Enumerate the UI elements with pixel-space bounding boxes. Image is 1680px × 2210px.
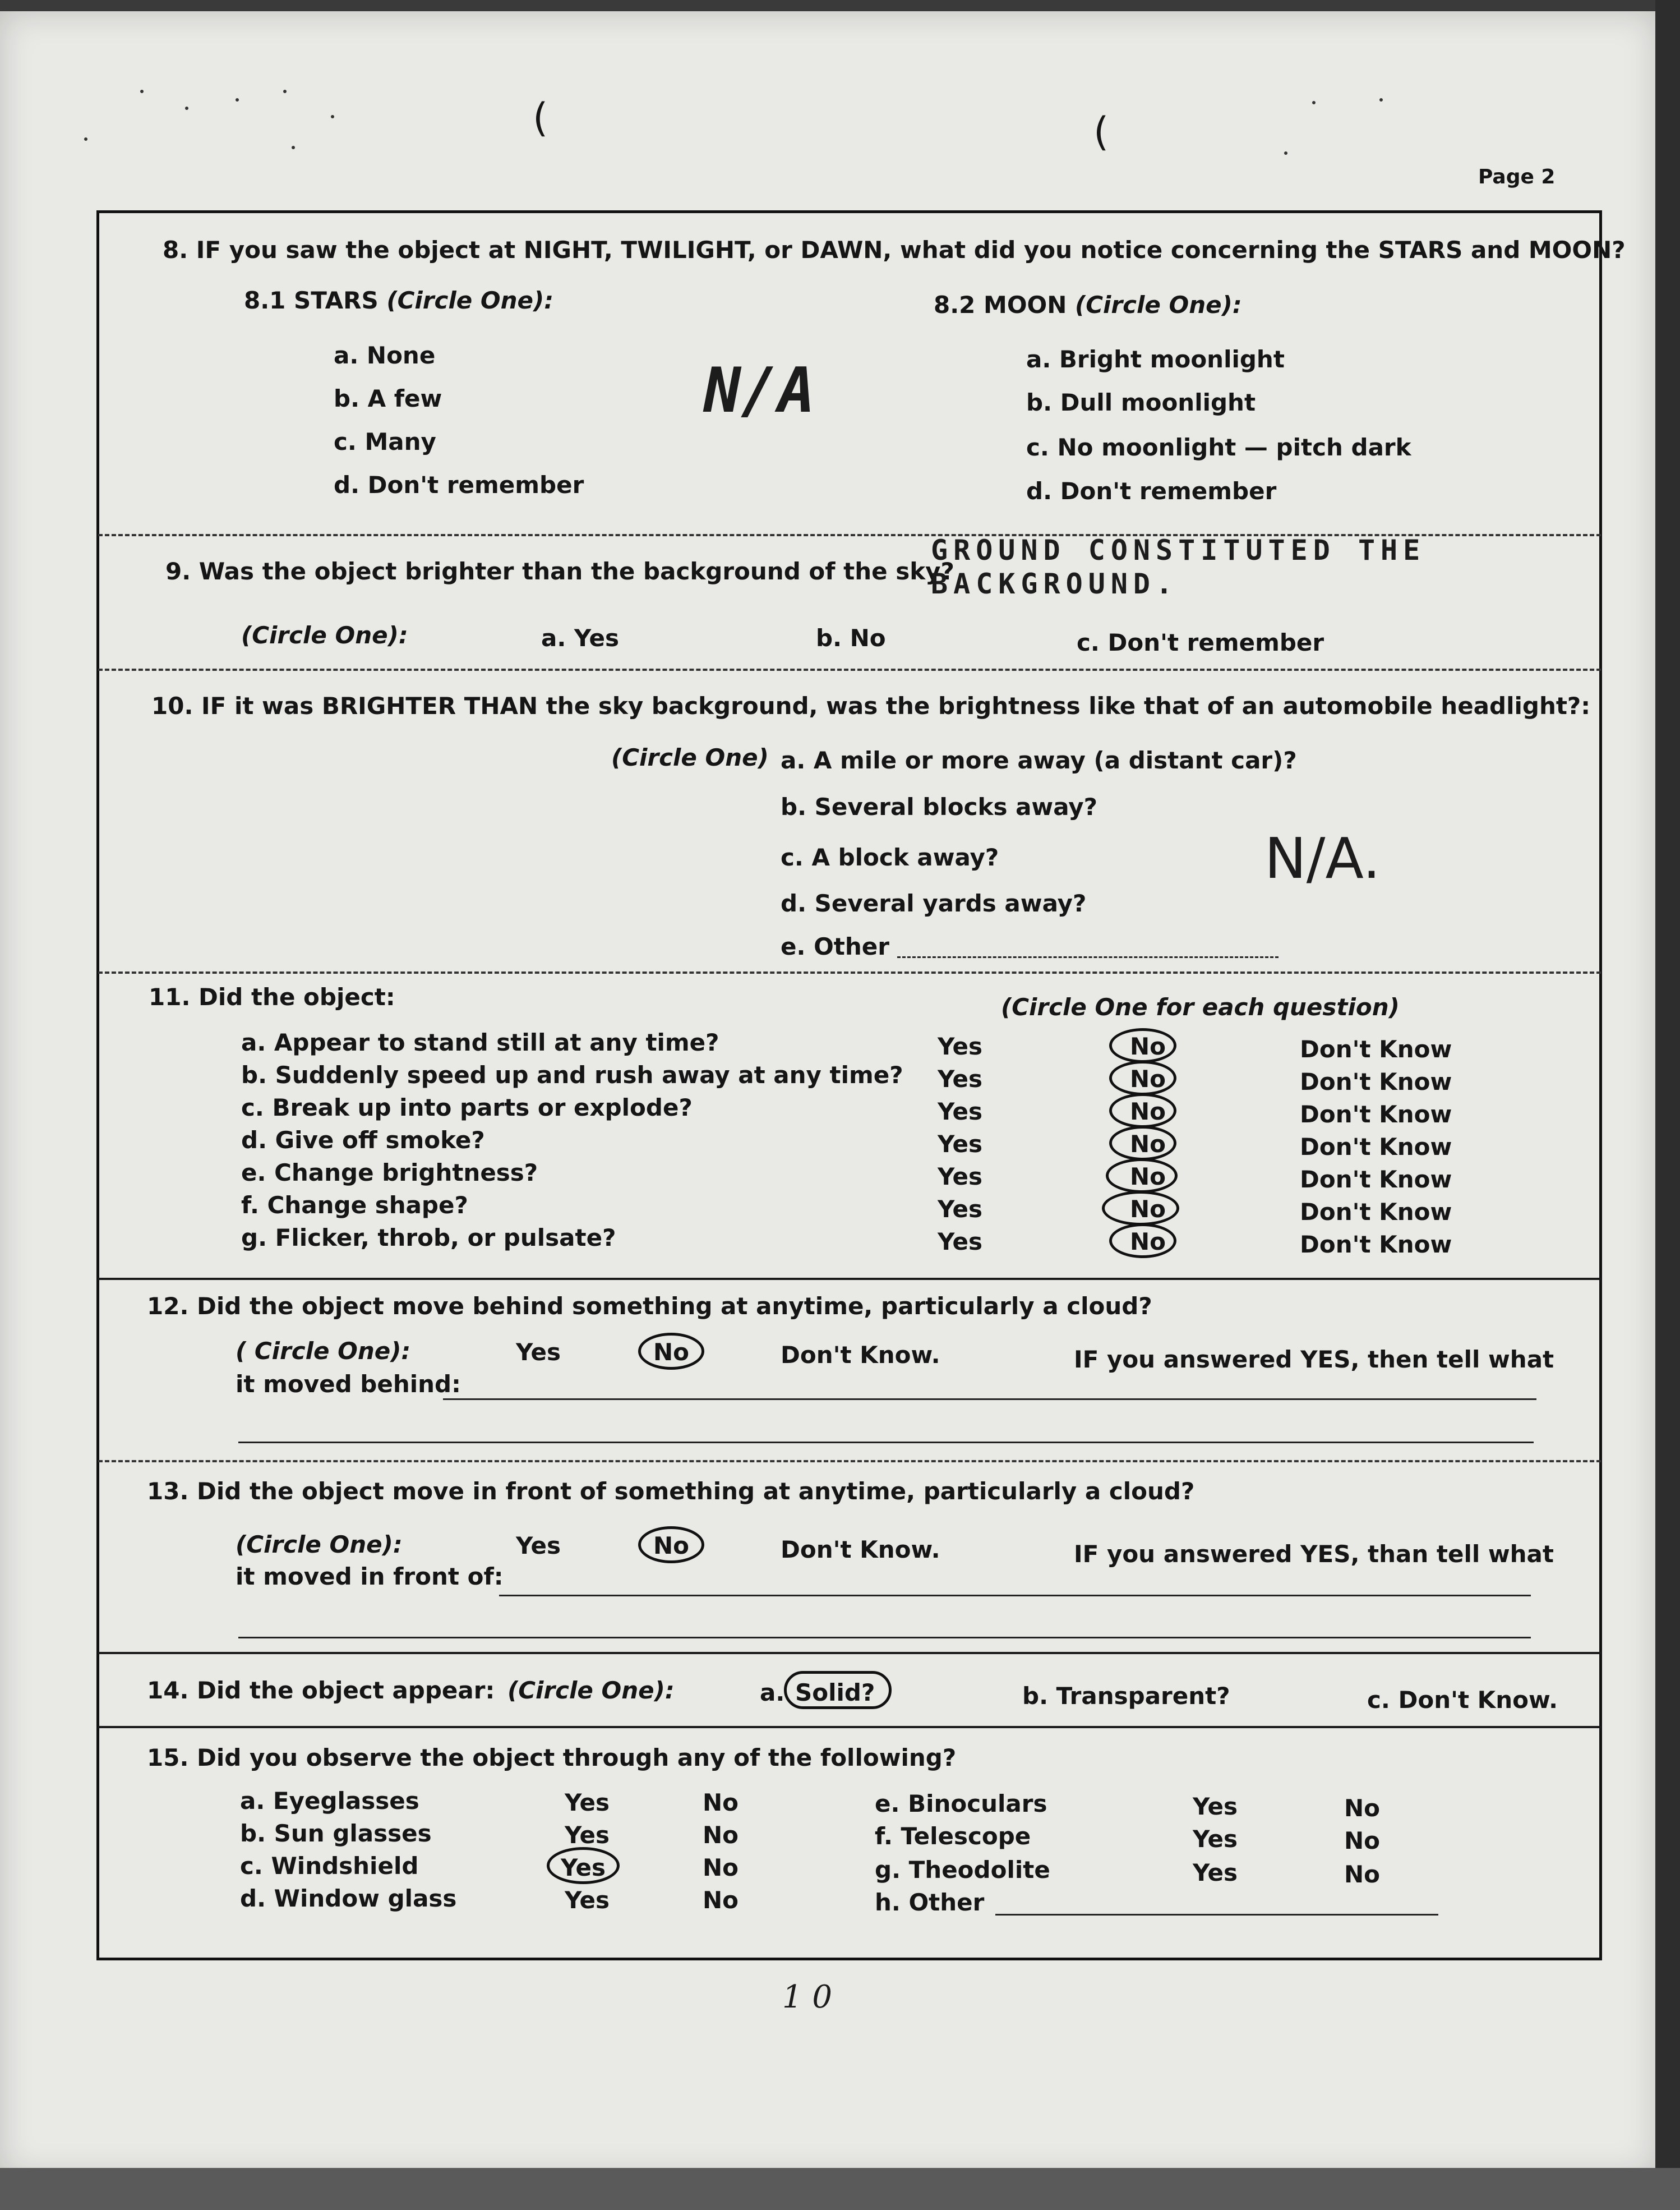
q11-no-option[interactable]: No [1130,1098,1166,1125]
q9-title: 9. Was the object brighter than the background of the sky? [165,558,954,585]
q11-dontknow-option[interactable]: Don't Know [1300,1068,1452,1095]
q14-answer-circle [784,1671,892,1709]
q15-no-option[interactable]: No [703,1854,739,1881]
q10-option[interactable]: a. A mile or more away (a distant car)? [781,747,1297,774]
q8-handwritten-na: N/A [704,354,815,426]
q15-no-option[interactable]: No [703,1789,739,1816]
q8-moon-option[interactable]: a. Bright moonlight [1026,346,1285,373]
q11-answer-circle [1109,1061,1176,1095]
q8-stars-option[interactable]: d. Don't remember [334,471,584,499]
q10-option[interactable]: b. Several blocks away? [781,793,1098,821]
q11-yes-option[interactable]: Yes [938,1065,983,1093]
q14-option-transparent[interactable]: b. Transparent? [1022,1682,1230,1710]
q8-moon-heading: 8.2 MOON (Circle One): [934,291,1242,319]
q11-dontknow-option[interactable]: Don't Know [1300,1198,1452,1226]
scan-speck [236,98,239,102]
q11-no-option[interactable]: No [1130,1163,1166,1190]
q15-other-label: h. Other [875,1889,985,1916]
q11-no-option[interactable]: No [1130,1065,1166,1093]
q15-no-option[interactable]: No [703,1886,739,1914]
q9-option[interactable]: a. Yes [541,624,619,652]
q11-no-option[interactable]: No [1130,1033,1166,1060]
page-number: Page 2 [1478,165,1556,188]
q15-left-item: d. Window glass [240,1885,457,1912]
q12-line-label: it moved behind: [236,1370,461,1398]
q11-yes-option[interactable]: Yes [938,1228,983,1255]
q11-dontknow-option[interactable]: Don't Know [1300,1035,1452,1063]
q12-dontknow-option[interactable]: Don't Know. [781,1341,940,1369]
scan-speck [185,107,188,110]
q11-no-option[interactable]: No [1130,1195,1166,1223]
q11-yes-option[interactable]: Yes [938,1163,983,1190]
q15-yes-option[interactable]: Yes [561,1854,606,1881]
q15-right-no-option[interactable]: No [1344,1827,1381,1854]
q8-stars-heading: 8.1 STARS (Circle One): [244,287,553,314]
q12-answer-line[interactable] [443,1398,1536,1400]
scan-speck [1284,151,1287,155]
q10-option[interactable]: e. Other [781,933,889,960]
q9-option[interactable]: c. Don't remember [1077,629,1324,656]
section-divider [98,669,1601,671]
q11-yes-option[interactable]: Yes [938,1033,983,1060]
scan-speck [1379,98,1383,102]
q14-title: 14. Did the object appear: [147,1677,495,1704]
q15-right-item: f. Telescope [875,1822,1031,1850]
section-divider [98,972,1601,974]
q8-stars-option[interactable]: c. Many [334,428,436,455]
q11-item: d. Give off smoke? [241,1126,485,1154]
q9-handwritten-line2: BACKGROUND. [931,568,1179,600]
q11-answer-circle [1109,1093,1176,1128]
q15-other-line[interactable] [995,1914,1438,1916]
scan-speck [283,90,287,93]
q11-item: b. Suddenly speed up and rush away at any time? [241,1061,903,1089]
q13-dontknow-option[interactable]: Don't Know. [781,1536,940,1563]
q11-dontknow-option[interactable]: Don't Know [1300,1101,1452,1128]
q8-moon-option[interactable]: d. Don't remember [1026,477,1277,505]
q14-option-solid[interactable]: Solid? [795,1679,875,1706]
q15-yes-option[interactable]: Yes [565,1821,610,1849]
margin-mark-right: ( [1093,109,1109,155]
q13-answer-line[interactable] [238,1637,1531,1638]
q13-no-option[interactable]: No [653,1532,690,1559]
q15-yes-option[interactable]: Yes [565,1789,610,1816]
q10-circle-label: (Circle One) [611,744,769,771]
q11-yes-option[interactable]: Yes [938,1195,983,1223]
q9-handwritten-line1: GROUND CONSTITUTED THE [931,534,1426,567]
q15-left-item: b. Sun glasses [240,1820,432,1847]
q14-option-dontknow[interactable]: c. Don't Know. [1367,1686,1558,1714]
q10-other-line[interactable] [897,956,1279,958]
q12-yes-option[interactable]: Yes [516,1338,561,1366]
q12-followup: IF you answered YES, then tell what [1074,1346,1554,1373]
scan-speck [1312,101,1316,104]
q8-title: 8. IF you saw the object at NIGHT, TWILIGHT, or DAWN, what did you notice concerning the STARS and MOON? [163,236,1626,264]
q11-answer-circle [1109,1223,1176,1258]
q11-item: a. Appear to stand still at any time? [241,1029,719,1056]
q12-title: 12. Did the object move behind something at anytime, particularly a cloud? [147,1292,1152,1320]
q15-left-item: c. Windshield [240,1852,419,1880]
q15-right-item: g. Theodolite [875,1856,1050,1884]
footer-handwritten-mark: 1 0 [782,1979,833,2015]
q15-no-option[interactable]: No [703,1821,739,1849]
q15-yes-option[interactable]: Yes [565,1886,610,1914]
q8-stars-option[interactable]: a. None [334,342,436,369]
q15-left-item: a. Eyeglasses [240,1787,419,1815]
q8-moon-option[interactable]: c. No moonlight — pitch dark [1026,434,1411,461]
q12-answer-line[interactable] [238,1442,1534,1443]
q13-line-label: it moved in front of: [236,1563,504,1590]
q10-handwritten-na: N/A. [1264,826,1381,891]
q13-yes-option[interactable]: Yes [516,1532,561,1559]
q11-answer-circle [1106,1158,1178,1193]
q15-right-yes-option[interactable]: Yes [1193,1859,1238,1886]
q15-right-no-option[interactable]: No [1344,1794,1381,1822]
q13-followup: IF you answered YES, than tell what [1074,1540,1554,1568]
q15-right-yes-option[interactable]: Yes [1193,1793,1238,1820]
section-divider [98,1278,1601,1280]
scan-top-edge [0,0,1680,12]
q14-circle-label: (Circle One): [507,1677,675,1704]
q12-no-option[interactable]: No [653,1338,690,1366]
q13-answer-line[interactable] [499,1595,1531,1596]
q11-dontknow-option[interactable]: Don't Know [1300,1231,1452,1258]
q10-option[interactable]: c. A block away? [781,844,999,871]
margin-mark-left: ( [533,95,548,141]
q11-title: 11. Did the object: [149,983,395,1011]
q11-yes-option[interactable]: Yes [938,1130,983,1158]
q11-answer-circle [1109,1028,1176,1063]
q11-yes-option[interactable]: Yes [938,1098,983,1125]
q15-right-item: e. Binoculars [875,1790,1047,1817]
section-divider [98,1652,1601,1654]
q10-option[interactable]: d. Several yards away? [781,890,1087,917]
q11-answer-circle [1109,1126,1176,1161]
q11-item: c. Break up into parts or explode? [241,1094,693,1121]
q11-no-option[interactable]: No [1130,1130,1166,1158]
q11-dontknow-option[interactable]: Don't Know [1300,1166,1452,1193]
q9-option[interactable]: b. No [816,624,886,652]
q11-dontknow-option[interactable]: Don't Know [1300,1133,1452,1161]
q10-title: 10. IF it was BRIGHTER THAN the sky background, was the brightness like that of an automobile headlight?: [151,692,1591,720]
q15-answer-circle [547,1847,620,1884]
q11-item: e. Change brightness? [241,1159,538,1186]
q15-right-no-option[interactable]: No [1344,1861,1381,1888]
scan-speck [140,90,144,93]
section-divider [98,1460,1601,1462]
q12-answer-circle [638,1333,704,1370]
q11-no-option[interactable]: No [1130,1228,1166,1255]
scan-speck [84,137,87,141]
q8-stars-option[interactable]: b. A few [334,385,442,412]
q11-answer-circle [1102,1191,1179,1226]
q11-instruction: (Circle One for each question) [1001,993,1400,1021]
scan-speck [292,146,295,149]
q8-moon-option[interactable]: b. Dull moonlight [1026,389,1256,416]
q9-circle-label: (Circle One): [241,621,408,649]
q13-title: 13. Did the object move in front of something at anytime, particularly a cloud? [147,1477,1195,1505]
q14-option-a-prefix: a. [760,1679,785,1706]
section-divider [98,1726,1601,1728]
q12-circle-label: ( Circle One): [236,1337,411,1365]
q15-title: 15. Did you observe the object through any of the following? [147,1744,957,1771]
q13-answer-circle [638,1526,704,1563]
q15-right-yes-option[interactable]: Yes [1193,1825,1238,1853]
q13-circle-label: (Circle One): [236,1531,403,1558]
scan-speck [331,115,334,118]
q11-item: f. Change shape? [241,1191,468,1219]
scan-right-edge [1655,0,1680,2210]
scan-bottom-edge [0,2168,1680,2210]
q11-item: g. Flicker, throb, or pulsate? [241,1224,616,1251]
